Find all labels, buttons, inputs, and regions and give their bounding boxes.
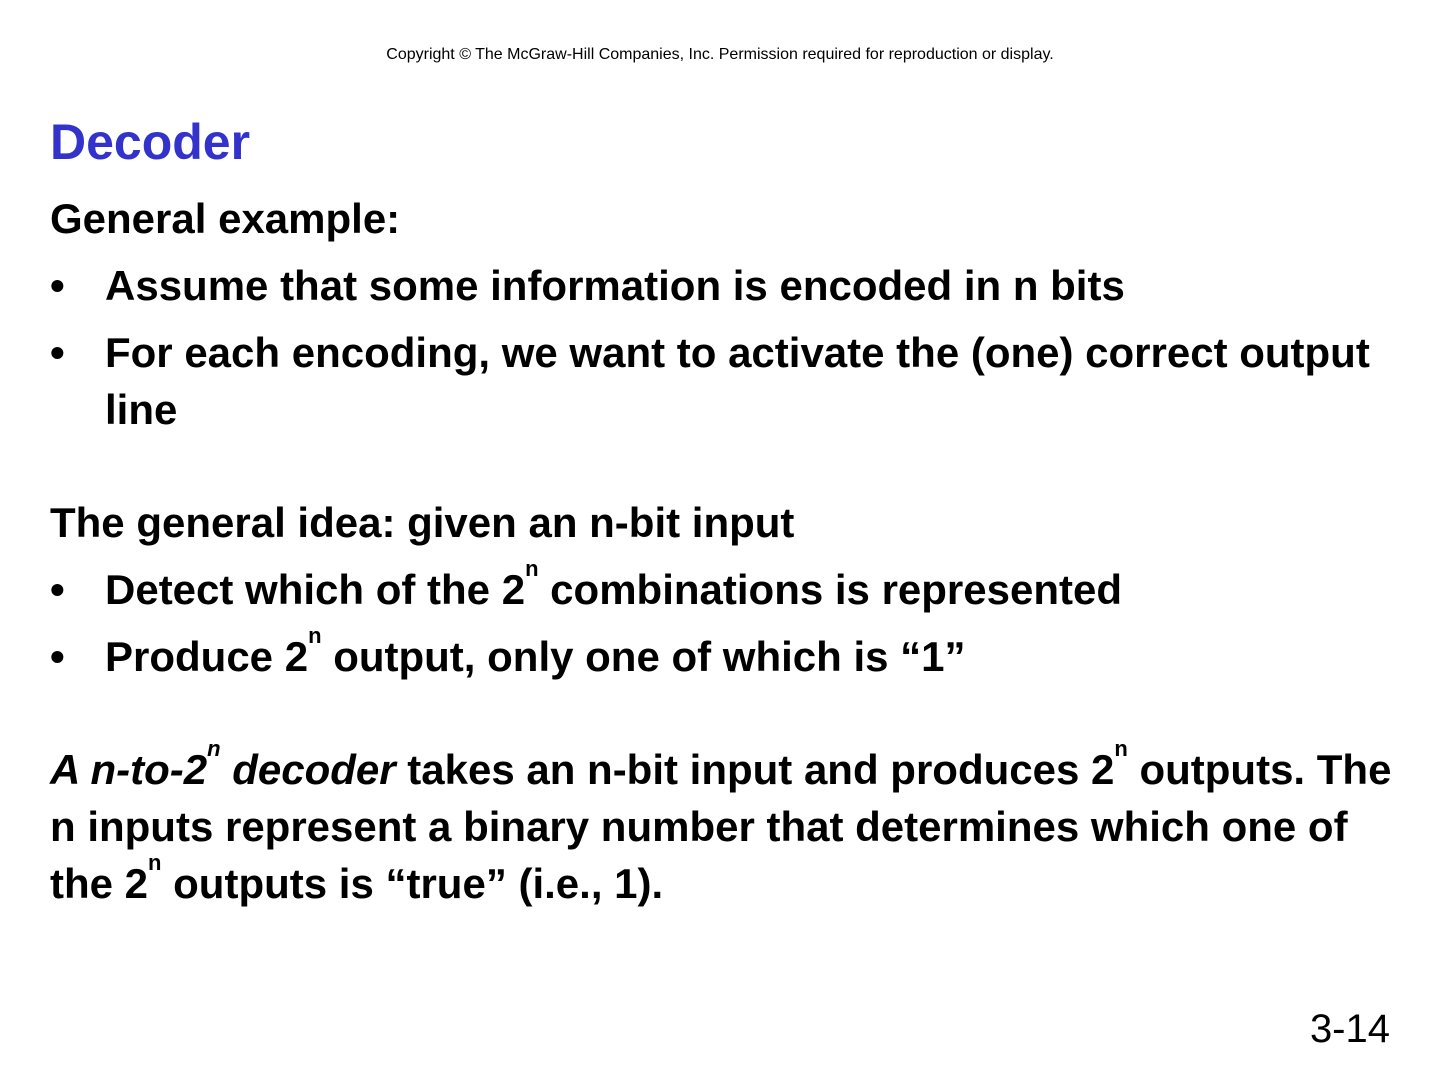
term-pre: A n-to-2 <box>50 746 208 793</box>
bullet-text-post: combinations is represented <box>538 566 1123 613</box>
bullet-icon: • <box>50 262 65 309</box>
slide-title: Decoder <box>50 114 251 170</box>
section1-heading: General example: <box>50 195 401 242</box>
section2-bullet-item <box>50 623 1400 685</box>
spacer <box>50 685 1400 741</box>
bullet-icon: • <box>50 633 65 680</box>
bullet-text: For each encoding, we want to activate the (one) correct output line <box>105 329 1370 433</box>
definition-text-2: outputs. The n inputs represent a binary number that determines which one of the 2 <box>50 746 1392 907</box>
bullet-text-post: output, only one of which is “1” <box>321 633 966 680</box>
section2-heading: The general idea: given an n-bit input <box>50 499 795 546</box>
bullet-icon: • <box>50 566 65 613</box>
superscript-n: n <box>525 556 539 581</box>
section1-bullet-item <box>50 257 1400 314</box>
spacer <box>50 438 1400 494</box>
term-post: decoder <box>220 746 396 793</box>
bullet-text: Assume that some information is encoded in n bits <box>105 262 1125 309</box>
superscript-n: n <box>148 850 162 875</box>
superscript-n: n <box>207 736 221 761</box>
section1-bullet-item <box>50 324 1400 438</box>
slide-body <box>50 190 1400 912</box>
bullet-text-pre: Produce 2 <box>105 633 309 680</box>
decoder-term <box>50 736 396 793</box>
bullet-text-pre: Detect which of the 2 <box>105 566 526 613</box>
definition-text-3: outputs is “true” (i.e., 1). <box>161 860 664 907</box>
definition-paragraph <box>50 736 1400 912</box>
section1-bullet-list <box>50 257 1400 438</box>
definition-text-1: takes an n-bit input and produces 2 <box>395 746 1115 793</box>
section2-bullet-item <box>50 556 1400 618</box>
bullet-icon: • <box>50 329 65 376</box>
section2-bullet-list <box>50 556 1400 685</box>
superscript-n: n <box>1114 736 1128 761</box>
copyright-notice: Copyright © The McGraw-Hill Companies, Inc. Permission required for reproduction or display. <box>386 46 1054 63</box>
slide-number: 3-14 <box>1309 1007 1390 1051</box>
superscript-n: n <box>308 623 322 648</box>
